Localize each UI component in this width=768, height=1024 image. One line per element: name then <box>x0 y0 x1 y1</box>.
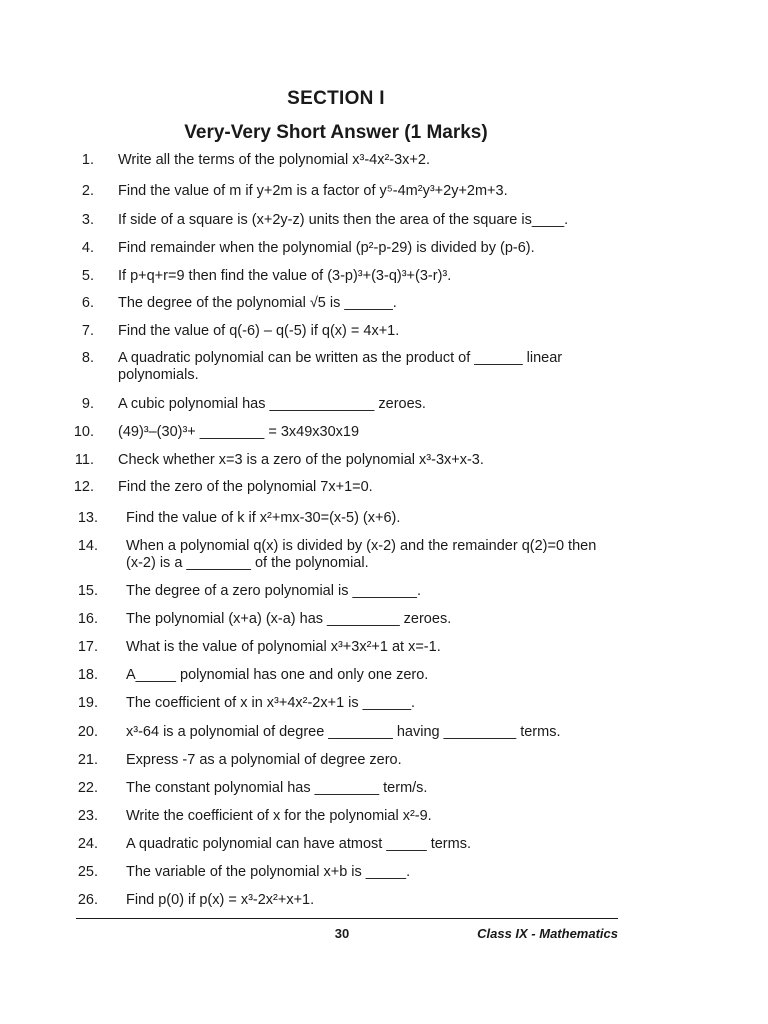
question-number: 10. <box>73 424 94 440</box>
question-text: The coefficient of x in x³+4x²-2x+1 is ______. <box>126 695 416 711</box>
question-number: 7. <box>81 323 94 339</box>
question-item <box>0 295 768 312</box>
question-text: When a polynomial q(x) is divided by (x-2) and the remainder q(2)=0 then (x-2) is a ________ of the polynomial. <box>126 538 597 571</box>
question-item <box>0 724 768 741</box>
question-text: Express -7 as a polynomial of degree zero. <box>126 752 402 768</box>
question-item <box>0 808 768 825</box>
question-item <box>0 538 768 572</box>
question-item <box>0 695 768 712</box>
question-number: 25. <box>77 864 98 880</box>
question-item <box>0 323 768 340</box>
question-item <box>0 639 768 656</box>
question-text: What is the value of polynomial x³+3x²+1 at x=-1. <box>126 639 441 655</box>
page-number: 30 <box>334 926 350 941</box>
question-number: 8. <box>81 350 94 366</box>
question-item <box>0 892 768 909</box>
question-item <box>0 864 768 881</box>
question-text: The variable of the polynomial x+b is _____. <box>126 864 411 880</box>
question-text: Find the value of k if x²+mx-30=(x-5) (x+6). <box>126 510 401 526</box>
question-number: 17. <box>77 639 98 655</box>
question-item <box>0 396 768 413</box>
question-text: If side of a square is (x+2y-z) units then the area of the square is____. <box>118 212 569 228</box>
question-number: 22. <box>77 780 98 796</box>
question-number: 16. <box>77 611 98 627</box>
section-subtitle: Very-Very Short Answer (1 Marks) <box>184 122 488 143</box>
question-item <box>0 583 768 600</box>
question-item <box>0 452 768 469</box>
question-text: A quadratic polynomial can have atmost _____ terms. <box>126 836 471 852</box>
question-number: 14. <box>77 538 98 554</box>
question-number: 2. <box>81 183 94 199</box>
question-item <box>0 152 768 169</box>
section-title: SECTION I <box>287 88 385 109</box>
question-item <box>0 752 768 769</box>
question-text: The degree of a zero polynomial is ________. <box>126 583 422 599</box>
question-number: 3. <box>81 212 94 228</box>
question-number: 26. <box>77 892 98 908</box>
footer-divider <box>76 918 618 919</box>
question-item <box>0 240 768 257</box>
question-item <box>0 836 768 853</box>
question-text: A cubic polynomial has _____________ zeroes. <box>118 396 426 412</box>
question-number: 9. <box>81 396 94 412</box>
question-number: 1. <box>81 152 94 168</box>
question-text: Find p(0) if p(x) = x³-2x²+x+1. <box>126 892 315 908</box>
question-number: 20. <box>77 724 98 740</box>
question-text: The constant polynomial has ________ term/s. <box>126 780 428 796</box>
question-number: 6. <box>81 295 94 311</box>
question-text: (49)³–(30)³+ ________ = 3x49x30x19 <box>118 424 360 440</box>
question-number: 18. <box>77 667 98 683</box>
question-text: Find remainder when the polynomial (p²-p-29) is divided by (p-6). <box>118 240 535 256</box>
question-text: The degree of the polynomial √5 is ______. <box>118 295 397 311</box>
question-item <box>0 780 768 797</box>
question-text: Find the zero of the polynomial 7x+1=0. <box>118 479 373 495</box>
question-number: 5. <box>81 268 94 284</box>
question-text: A quadratic polynomial can be written as the product of ______ linear polynomials. <box>118 350 563 383</box>
question-text: x³-64 is a polynomial of degree ________ having _________ terms. <box>126 724 561 740</box>
question-number: 21. <box>77 752 98 768</box>
question-number: 24. <box>77 836 98 852</box>
question-text: Write the coefficient of x for the polynomial x²-9. <box>126 808 432 824</box>
question-text: A_____ polynomial has one and only one zero. <box>126 667 429 683</box>
question-text: Find the value of q(-6) – q(-5) if q(x) = 4x+1. <box>118 323 400 339</box>
question-item <box>0 183 768 200</box>
question-item <box>0 350 768 384</box>
question-item <box>0 611 768 628</box>
question-item <box>0 212 768 229</box>
question-number: 19. <box>77 695 98 711</box>
question-number: 15. <box>77 583 98 599</box>
question-item <box>0 424 768 441</box>
question-text: The polynomial (x+a) (x-a) has _________ zeroes. <box>126 611 452 627</box>
question-number: 23. <box>77 808 98 824</box>
question-item <box>0 667 768 684</box>
question-item <box>0 479 768 496</box>
question-text: Check whether x=3 is a zero of the polynomial x³-3x+x-3. <box>118 452 484 468</box>
question-text: Write all the terms of the polynomial x³-4x²-3x+2. <box>118 152 430 168</box>
question-number: 13. <box>77 510 98 526</box>
question-number: 11. <box>74 452 94 468</box>
question-text: If p+q+r=9 then find the value of (3-p)³+(3-q)³+(3-r)³. <box>118 268 452 284</box>
question-text: Find the value of m if y+2m is a factor of y⁵-4m²y³+2y+2m+3. <box>118 183 508 199</box>
question-item <box>0 268 768 285</box>
question-item <box>0 510 768 527</box>
footer-label: Class IX - Mathematics <box>477 926 618 941</box>
question-number: 4. <box>81 240 94 256</box>
question-number: 12. <box>73 479 94 495</box>
